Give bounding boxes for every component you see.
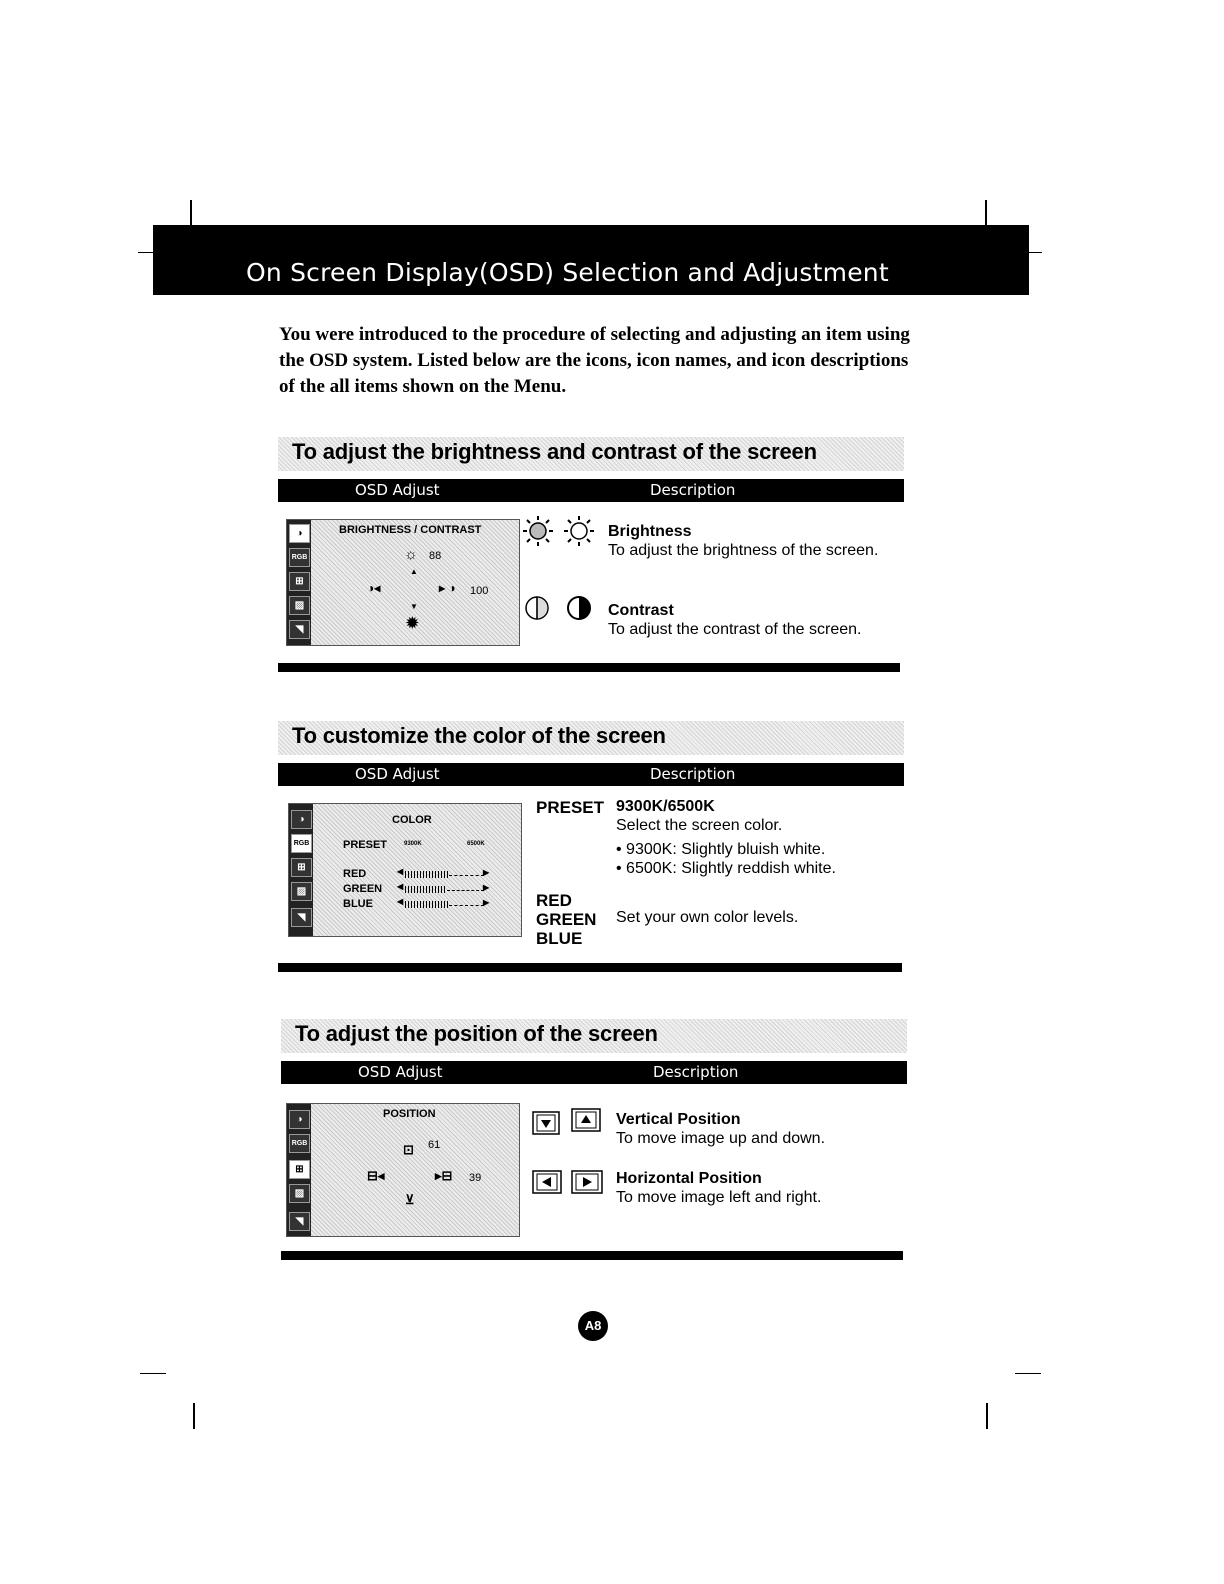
osd-green-slider-track [447,890,484,891]
brightness-icon [522,515,554,547]
section-brightness-contrast [278,437,904,652]
preset-bullet-9300k: • 9300K: Slightly bluish white. [616,841,826,858]
section-divider [278,963,902,972]
osd-green-label: GREEN [343,883,383,895]
osd-menu-position [286,1103,520,1237]
preset-bullet-6500k: • 6500K: Slightly reddish white. [616,860,836,877]
crop-mark [1028,252,1042,253]
intro-paragraph: You were introduced to the procedure of selecting and adjusting an item using the OSD system. Listed below are the icons, icon names, and icon descriptions of the all items shown on the Menu. [279,324,910,397]
column-header [278,763,904,786]
move-down-icon [532,1111,560,1135]
item-desc-horizontal: To move image left and right. [616,1189,822,1206]
crop-mark [1015,1373,1041,1374]
osd-title: BRIGHTNESS / CONTRAST [339,524,482,536]
osd-red-slider-track [449,875,484,876]
col-description: Description [650,481,736,499]
brightness-value: 88 [429,550,442,562]
crop-mark [193,1403,195,1429]
geometry-icon: ▨ [289,596,310,615]
preset-desc: Select the screen color. [616,817,783,834]
rgb-icon: RGB [289,1134,310,1153]
section-divider [281,1251,903,1260]
item-name-horizontal: Horizontal Position [616,1170,762,1187]
brightness-contrast-icon: ◑ [289,524,310,543]
col-osd-adjust: OSD Adjust [355,481,440,499]
contrast-icon [565,594,593,622]
settings-icon: ◥ [291,908,312,927]
osd-menu-color [288,803,522,937]
header-bar [153,225,1029,295]
section-title-text: To customize the color of the screen [292,723,666,748]
brightness-outline-icon [563,515,595,547]
section-title [278,721,904,755]
position-icon: ⊞ [289,572,310,591]
column-header [281,1061,907,1084]
osd-preset-9300k: 9300K [404,841,422,847]
arrow-up-icon: ▲ [410,567,418,576]
move-right-icon [571,1170,603,1194]
osd-blue-slider: ◀ [397,897,404,906]
contrast-low-icon: ◑◂ [367,581,381,595]
section-title-text: To adjust the position of the screen [295,1021,658,1046]
rgb-label-blue: BLUE [536,929,583,948]
section-title [278,437,904,471]
section-position [281,1019,907,1244]
geometry-icon: ▨ [289,1184,310,1203]
osd-blue-slider-end: ▶ [483,898,490,907]
section-body [278,502,904,652]
osd-menu-brightness [286,519,520,646]
item-name-contrast: Contrast [608,602,674,619]
geometry-icon: ▨ [291,882,312,901]
section-title [281,1019,907,1053]
osd-preset-6500k: 6500K [467,841,485,847]
rgb-icon: RGB [291,834,312,853]
rgb-desc: Set your own color levels. [616,909,799,926]
item-name-vertical: Vertical Position [616,1111,741,1128]
section-color [278,721,904,956]
rgb-label-green: GREEN [536,910,597,929]
osd-right-icon: ▸⊟ [435,1168,453,1183]
col-osd-adjust: OSD Adjust [358,1063,443,1081]
brightness-contrast-icon: ◑ [289,1110,310,1129]
contrast-high-icon: ▸ ◑ [439,581,456,595]
osd-sidebar [289,804,313,936]
section-body [281,1084,907,1244]
osd-preset-label: PRESET [343,839,388,851]
crop-mark [140,1373,166,1374]
osd-sidebar [287,520,311,645]
rgb-icon: RGB [289,548,310,567]
osd-green-slider-fill [405,886,447,893]
item-desc-brightness: To adjust the brightness of the screen. [608,542,879,559]
section-title-text: To adjust the brightness and contrast of the screen [292,439,817,464]
osd-green-slider: ◀ [397,882,404,891]
page-number: A8 [578,1311,608,1341]
osd-red-label: RED [343,868,367,880]
osd-vertical-value: 61 [428,1139,441,1151]
osd-red-slider-end: ▶ [483,868,490,877]
preset-label: PRESET [536,798,605,817]
page-title: On Screen Display(OSD) Selection and Adjustment [246,258,889,287]
crop-mark [138,252,154,253]
col-description: Description [653,1063,739,1081]
preset-name: 9300K/6500K [616,798,715,815]
move-up-icon [571,1108,601,1132]
crop-mark [190,200,192,226]
osd-left-icon: ⊟◂ [367,1168,385,1183]
crop-mark [985,200,987,226]
osd-green-slider-end: ▶ [483,883,490,892]
osd-horizontal-value: 39 [469,1172,482,1184]
position-icon: ⊞ [291,858,312,877]
osd-title: POSITION [383,1108,436,1120]
osd-down-icon: ⊻ [405,1192,415,1207]
section-body [278,786,904,956]
contrast-value: 100 [470,585,489,597]
col-description: Description [650,765,736,783]
osd-vertical-icon: ⊡ [403,1142,414,1157]
settings-icon: ◥ [289,620,310,639]
rgb-label-red: RED [536,891,572,910]
sun-icon: ☼ [404,546,418,563]
settings-icon: ◥ [289,1212,310,1231]
osd-blue-label: BLUE [343,898,373,910]
contrast-outline-icon [523,594,551,622]
osd-blue-slider-fill [405,901,449,908]
move-left-icon [532,1170,562,1194]
position-icon: ⊞ [289,1160,310,1179]
crop-mark [986,1403,988,1429]
col-osd-adjust: OSD Adjust [355,765,440,783]
sun-dim-icon: ✹ [406,615,419,632]
column-header [278,479,904,502]
osd-title: COLOR [392,814,432,826]
arrow-down-icon: ▼ [410,602,418,611]
item-desc-vertical: To move image up and down. [616,1130,826,1147]
item-desc-contrast: To adjust the contrast of the screen. [608,621,862,638]
osd-blue-slider-track [449,905,484,906]
item-name-brightness: Brightness [608,523,692,540]
brightness-contrast-icon: ◑ [291,810,312,829]
section-divider [278,663,900,672]
osd-red-slider: ◀ [397,867,404,876]
osd-sidebar [287,1104,311,1236]
osd-red-slider-fill [405,871,449,878]
